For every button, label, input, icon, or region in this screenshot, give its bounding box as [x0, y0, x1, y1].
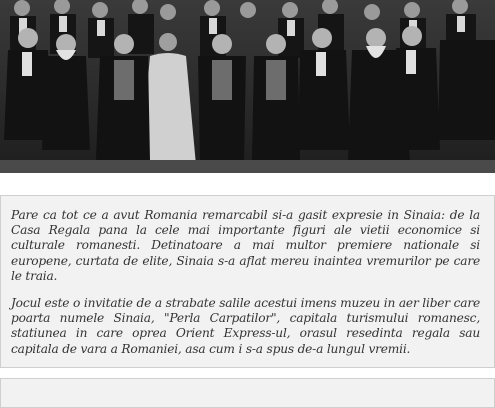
historical-photo: [0, 0, 495, 173]
description-paragraph-2: Jocul este o invitatie de a strabate salile acestui imens muzeu in aer liber care poarta numele Sinaia, "Perla Carpatilor", capitala turismului romanesc, statiunea in care oprea Orient Express-ul, orasul resedinta regala sau capitala de vara a Romaniei, asa cum i s-a spus de-a lungul vremii.: [11, 296, 480, 356]
description-paragraph-1: Pare ca tot ce a avut Romania remarcabil si-a gasit expresie in Sinaia: de la Casa Regala pana la cele mai importante figuri ale vietii economice si culturale romanesti. Detinatoare a mai multor premiere nationale si europene, curtata de elite, Sinaia s-a aflat mereu inaintea vremurilor pe care le traia.: [11, 208, 480, 283]
group-photo-icon: [0, 0, 495, 173]
description-box: [0, 195, 495, 368]
next-content-box: [0, 378, 495, 408]
